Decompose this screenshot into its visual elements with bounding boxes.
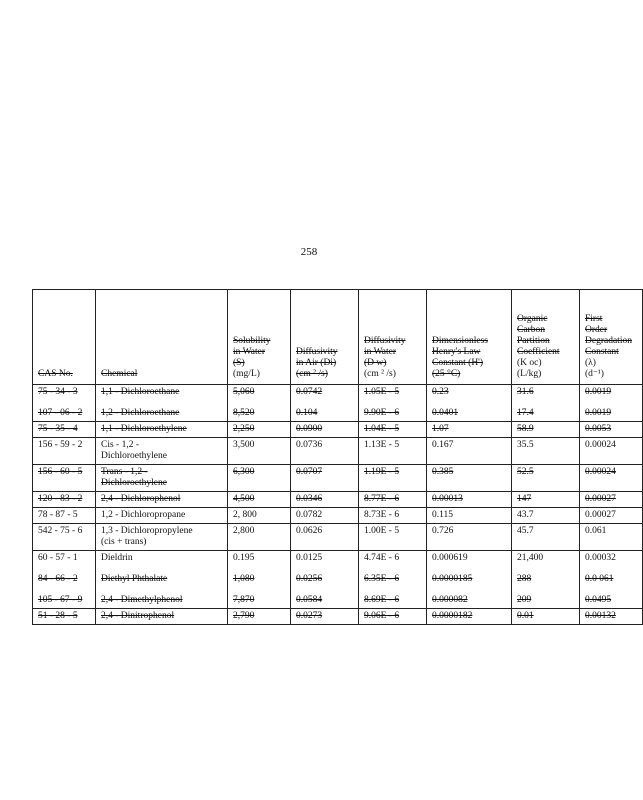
table-row [33, 492, 643, 508]
cell-text: 1.13E - 5 [364, 440, 400, 450]
cell-text: 0.0401 [432, 408, 459, 418]
table-cell [359, 609, 427, 625]
cell-text: 21,400 [517, 553, 544, 563]
table-cell [512, 438, 580, 465]
table-body [33, 385, 643, 625]
cell-text: 8.73E - 6 [364, 510, 400, 520]
table-cell [427, 508, 512, 524]
table-cell [580, 438, 643, 465]
chemical-properties-table [32, 289, 643, 625]
table-cell [228, 465, 291, 492]
cell-text: Dichloroethylene [101, 451, 167, 461]
column-header-line: Diffusivity [364, 336, 406, 346]
column-header [291, 290, 359, 385]
cell-text: 9.06E - 6 [364, 611, 400, 621]
column-header [359, 290, 427, 385]
column-header [580, 290, 643, 385]
column-header [228, 290, 291, 385]
cell-text: 147 [517, 494, 532, 504]
cell-text: 8,520 [233, 408, 255, 418]
column-header-line: (25 °C) [432, 369, 461, 379]
cell-text: 8.69E - 6 [364, 595, 400, 605]
table-cell [96, 422, 228, 438]
column-header-line: Solubility [233, 336, 271, 346]
table-cell [580, 524, 643, 551]
table-cell [512, 422, 580, 438]
table-cell [228, 524, 291, 551]
table-cell [291, 524, 359, 551]
cell-text: 4,500 [233, 494, 255, 504]
table-cell [228, 492, 291, 508]
cell-text: 17.4 [517, 408, 534, 418]
table-cell [96, 465, 228, 492]
cell-text: 1,2 - Dichloropropane [101, 510, 186, 520]
column-header-line: Organic [517, 314, 548, 324]
cell-text: 0.23 [432, 387, 449, 397]
cell-text: 156 - 60 - 5 [38, 467, 83, 477]
cell-text: 0.000619 [432, 553, 468, 563]
page-number: 258 [300, 246, 318, 258]
table-cell [427, 609, 512, 625]
table-cell [359, 551, 427, 609]
cell-text: 0.0900 [296, 424, 323, 434]
table-cell [228, 551, 291, 609]
cell-text: 31.6 [517, 387, 534, 397]
column-header-line: in Air (Di) [296, 358, 337, 368]
table-row [33, 385, 643, 422]
column-header-line: First [585, 314, 603, 324]
cell-text: 6,300 [233, 467, 255, 477]
table-cell [228, 385, 291, 422]
table-cell [96, 492, 228, 508]
cell-text: 0.115 [432, 510, 454, 520]
table-cell [96, 524, 228, 551]
table-cell [512, 609, 580, 625]
cell-text: 0.0707 [296, 467, 323, 477]
table-cell [228, 422, 291, 438]
cell-text: 0.726 [432, 526, 454, 536]
column-header-line: Order [585, 325, 608, 335]
cell-text: 1,1 - Dichloroethylene [101, 424, 187, 434]
column-header-line: Constant (H') [432, 358, 484, 368]
table-cell [96, 385, 228, 422]
cell-text: 51 - 28 - 5 [38, 611, 78, 621]
table-cell [512, 508, 580, 524]
cell-text: 60 - 57 - 1 [38, 553, 78, 563]
table-cell [427, 492, 512, 508]
column-header-line: (cm ² /s) [364, 369, 396, 379]
cell-text: 105 - 67 - 9 [38, 595, 83, 605]
cell-text: 2,250 [233, 424, 255, 434]
table-row [33, 438, 643, 465]
table-cell [291, 385, 359, 422]
column-header [33, 290, 96, 385]
table-cell [228, 609, 291, 625]
cell-text: 0.00027 [585, 494, 616, 504]
table-row [33, 465, 643, 492]
table-cell [291, 465, 359, 492]
cell-text: 1,2 - Dichloroethane [101, 408, 180, 418]
cell-text: 1.07 [432, 424, 449, 434]
table-cell [580, 465, 643, 492]
column-header-line: (cm ² /s) [296, 369, 328, 379]
column-header-line: (mg/L) [233, 369, 260, 379]
table-cell [33, 508, 96, 524]
table-cell [291, 438, 359, 465]
cell-text: 1,080 [233, 574, 255, 584]
cell-text: 288 [517, 574, 532, 584]
table-cell [33, 524, 96, 551]
table-cell [580, 492, 643, 508]
cell-text: 0.0000182 [432, 611, 473, 621]
table-cell [580, 385, 643, 422]
cell-text: 0.00024 [585, 440, 616, 450]
column-header-line: Dimensionless [432, 336, 488, 346]
cell-text: 0.0495 [585, 595, 612, 605]
cell-text: 8.77E - 6 [364, 494, 400, 504]
cell-text: 43.7 [517, 510, 534, 520]
cell-text: 0.385 [432, 467, 454, 477]
cell-text: Trans - 1,2 - [101, 467, 148, 477]
cell-text: 0.195 [233, 553, 255, 563]
cell-text: 9.90E - 6 [364, 408, 400, 418]
column-header-line: Partition [517, 336, 550, 346]
cell-text: 45.7 [517, 526, 534, 536]
column-header-line: Coefficient [517, 347, 560, 357]
table-cell [291, 609, 359, 625]
cell-text: 0.00032 [585, 553, 616, 563]
column-header-line: Carbon [517, 325, 545, 335]
cell-text: 75 - 35 - 4 [38, 424, 78, 434]
column-header-line: in Water [233, 347, 266, 357]
cell-text: 107 - 06 - 2 [38, 408, 83, 418]
column-header-line: in Water [364, 347, 397, 357]
cell-text: 2,790 [233, 611, 255, 621]
cell-text: Dieldrin [101, 553, 133, 563]
table-cell [291, 508, 359, 524]
table-cell [580, 508, 643, 524]
table-cell [228, 508, 291, 524]
table-cell [291, 492, 359, 508]
column-header-line: Degradation [585, 336, 632, 346]
column-header [427, 290, 512, 385]
table-cell [33, 465, 96, 492]
table-cell [427, 438, 512, 465]
table-cell [359, 385, 427, 422]
cell-text: 4.74E - 6 [364, 553, 400, 563]
table-row [33, 551, 643, 609]
table-cell [359, 492, 427, 508]
cell-text: 2,4 - Dimethylphenol [101, 595, 183, 605]
table-cell [359, 465, 427, 492]
cell-text: 58.9 [517, 424, 534, 434]
table-cell [580, 551, 643, 609]
table-cell [33, 551, 96, 609]
table-cell [33, 422, 96, 438]
table-cell [33, 385, 96, 422]
cell-text: 0.0584 [296, 595, 323, 605]
table-cell [96, 508, 228, 524]
cell-text: 1.04E - 5 [364, 424, 400, 434]
table-cell [96, 551, 228, 609]
cell-text: Diethyl Phthalate [101, 574, 168, 584]
cell-text: 0.0782 [296, 510, 323, 520]
cell-text: 0.01 [517, 611, 534, 621]
table-row [33, 422, 643, 438]
table-cell [33, 609, 96, 625]
cell-text: 0.0 061 [585, 574, 614, 584]
cell-text: 2, 800 [233, 510, 257, 520]
cell-text: 0.0019 [585, 387, 612, 397]
cell-text: Dichloroethylene [101, 478, 167, 488]
column-header-line: CAS No. [38, 369, 73, 379]
table-cell [228, 438, 291, 465]
cell-text: 0.0626 [296, 526, 323, 536]
cell-text: 0.00027 [585, 510, 616, 520]
table-header-row [33, 290, 643, 385]
column-header-line: Chemical [101, 369, 138, 379]
table-cell [512, 492, 580, 508]
table-row [33, 524, 643, 551]
table-cell [427, 385, 512, 422]
cell-text: 1.00E - 5 [364, 526, 400, 536]
table-row [33, 609, 643, 625]
table-cell [427, 422, 512, 438]
table-cell [33, 438, 96, 465]
cell-text: 1.19E - 5 [364, 467, 400, 477]
table-cell [427, 524, 512, 551]
cell-text: 209 [517, 595, 532, 605]
cell-text: 78 - 87 - 5 [38, 510, 78, 520]
table-cell [359, 438, 427, 465]
table-cell [512, 385, 580, 422]
cell-text: 3,500 [233, 440, 255, 450]
table-row [33, 508, 643, 524]
table-cell [96, 609, 228, 625]
table-cell [427, 551, 512, 609]
cell-text: 0.0742 [296, 387, 323, 397]
table-cell [359, 422, 427, 438]
table-cell [96, 438, 228, 465]
column-header-line: (L/kg) [517, 369, 542, 379]
cell-text: 0.0125 [296, 553, 323, 563]
cell-text: 6.35E - 6 [364, 574, 400, 584]
cell-text: 0.0019 [585, 408, 612, 418]
table-cell [33, 492, 96, 508]
table-cell [359, 524, 427, 551]
cell-text: 0.0000185 [432, 574, 473, 584]
cell-text: 1,1 - Dichloroethane [101, 387, 180, 397]
cell-text: 0.061 [585, 526, 607, 536]
cell-text: 156 - 59 - 2 [38, 440, 83, 450]
cell-text: 0.104 [296, 408, 318, 418]
column-header-line: (d⁻¹) [585, 369, 604, 379]
table-cell [512, 551, 580, 609]
cell-text: 542 - 75 - 6 [38, 526, 83, 536]
cell-text: 0.000082 [432, 595, 468, 605]
cell-text: 5,060 [233, 387, 255, 397]
cell-text: 2,4 - Dinitrophenol [101, 611, 175, 621]
cell-text: 52.5 [517, 467, 534, 477]
cell-text: 7,870 [233, 595, 255, 605]
cell-text: Cis - 1,2 - [101, 440, 139, 450]
table-cell [359, 508, 427, 524]
cell-text: 2,4 - Dichlorophenol [101, 494, 181, 504]
table-cell [512, 524, 580, 551]
table-cell [427, 465, 512, 492]
cell-text: (cis + trans) [101, 537, 147, 547]
column-header [512, 290, 580, 385]
chemical-properties-table-wrap [32, 289, 632, 689]
table-cell [291, 551, 359, 609]
table-cell [580, 422, 643, 438]
cell-text: 0.00024 [585, 467, 616, 477]
cell-text: 0.0053 [585, 424, 612, 434]
column-header [96, 290, 228, 385]
cell-text: 0.0273 [296, 611, 323, 621]
cell-text: 0.0256 [296, 574, 323, 584]
column-header-line: Diffusivity [296, 347, 338, 357]
cell-text: 120 - 83 - 2 [38, 494, 83, 504]
column-header-line: (S) [233, 358, 245, 368]
cell-text: 2,800 [233, 526, 255, 536]
table-cell [580, 609, 643, 625]
column-header-line: (K oc) [517, 358, 542, 368]
cell-text: 84 - 66 - 2 [38, 574, 78, 584]
cell-text: 1.05E - 5 [364, 387, 400, 397]
cell-text: 35.5 [517, 440, 534, 450]
cell-text: 75 - 34 - 3 [38, 387, 78, 397]
cell-text: 0.0346 [296, 494, 323, 504]
column-header-line: Henry's Law [432, 347, 481, 357]
cell-text: 0.00132 [585, 611, 616, 621]
column-header-line: (λ) [585, 358, 596, 368]
cell-text: 0.167 [432, 440, 454, 450]
cell-text: 0.0736 [296, 440, 323, 450]
table-cell [512, 465, 580, 492]
cell-text: 0.00013 [432, 494, 463, 504]
table-cell [291, 422, 359, 438]
cell-text: 1,3 - Dichloropropylene [101, 526, 193, 536]
column-header-line: Constant [585, 347, 619, 357]
column-header-line: (D w) [364, 358, 387, 368]
